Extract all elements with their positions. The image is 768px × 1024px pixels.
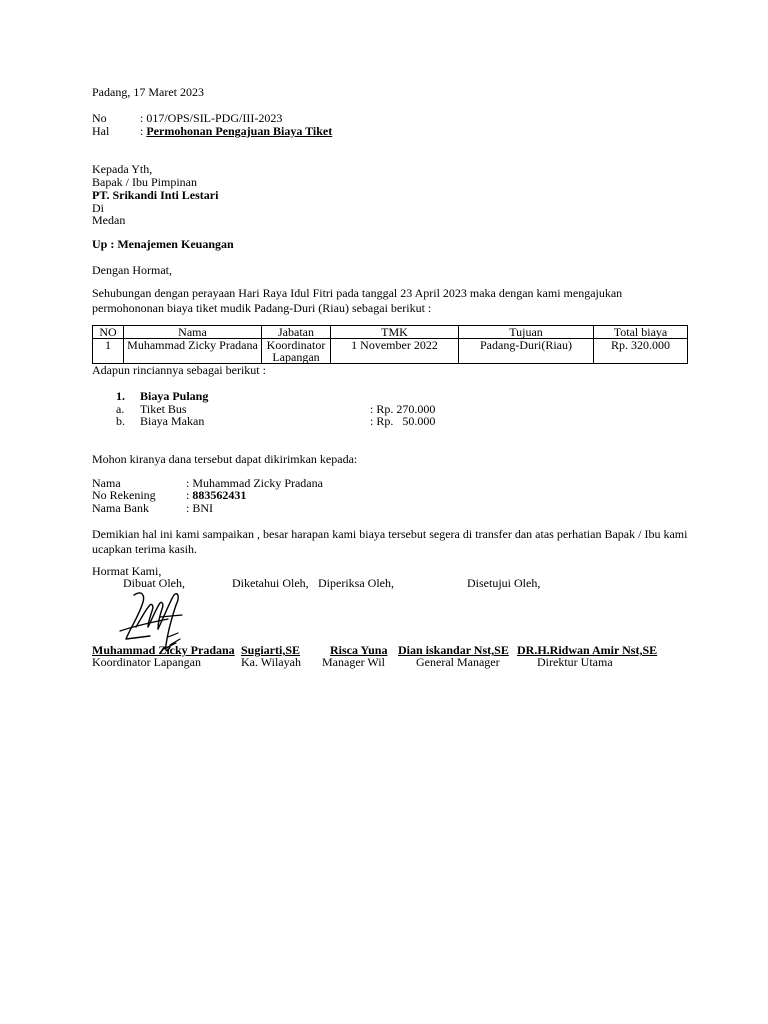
signatory-title: Manager Wil bbox=[322, 655, 385, 669]
role-checked-by: Diperiksa Oleh, bbox=[318, 576, 394, 590]
signatory-title: Koordinator Lapangan bbox=[92, 655, 201, 669]
account-number-line: : 883562431 bbox=[186, 488, 247, 502]
subject-separator: : bbox=[140, 124, 147, 138]
detail-item-value: : Rp. 50.000 bbox=[370, 414, 436, 428]
table-cell: Koordinator Lapangan bbox=[262, 339, 331, 364]
table-header: TMK bbox=[331, 326, 459, 339]
table-cell: Muhammad Zicky Pradana bbox=[124, 339, 262, 364]
detail-item-label: Biaya Makan bbox=[140, 414, 205, 428]
recipient-line-2: Bapak / Ibu Pimpinan bbox=[92, 175, 197, 189]
table-cell: 1 bbox=[93, 339, 124, 364]
table-cell: 1 November 2022 bbox=[331, 339, 459, 364]
transfer-label: No Rekening bbox=[92, 488, 156, 502]
role-approved-by: Disetujui Oleh, bbox=[467, 576, 541, 590]
table-header-row bbox=[93, 326, 688, 339]
detail-item-label: Tiket Bus bbox=[140, 402, 187, 416]
ticket-table bbox=[92, 325, 688, 364]
signatory-name: Sugiarti,SE bbox=[241, 643, 301, 657]
table-header: NO bbox=[93, 326, 124, 339]
signatory-name: Dian iskandar Nst,SE bbox=[398, 643, 509, 657]
account-number: 883562431 bbox=[192, 488, 247, 502]
recipient-line-1: Kepada Yth, bbox=[92, 162, 153, 176]
greeting: Dengan Hormat, bbox=[92, 263, 172, 277]
detail-section-title: Biaya Pulang bbox=[140, 389, 209, 403]
detail-item-letter: a. bbox=[116, 402, 125, 416]
closing-paragraph: Demikian hal ini kami sampaikan , besar harapan kami biaya tersebut segera di transfer dan atas perhatian Bapak / Ibu kami ucapkan terima kasih. bbox=[92, 527, 688, 556]
signatory-title: General Manager bbox=[416, 655, 500, 669]
table-header: Tujuan bbox=[459, 326, 594, 339]
place-date: Padang, 17 Maret 2023 bbox=[92, 85, 204, 99]
number-value: : 017/OPS/SIL-PDG/III-2023 bbox=[140, 111, 283, 125]
signatory-title: Direktur Utama bbox=[537, 655, 613, 669]
table-row bbox=[93, 339, 688, 364]
transfer-label: Nama Bank bbox=[92, 501, 149, 515]
role-made-by: Dibuat Oleh, bbox=[123, 576, 185, 590]
detail-intro: Adapun rinciannya sebagai berikut : bbox=[92, 363, 266, 377]
table-header: Total biaya bbox=[594, 326, 688, 339]
detail-item-letter: b. bbox=[116, 414, 125, 428]
table-header: Nama bbox=[124, 326, 262, 339]
recipient-line-4: Di bbox=[92, 201, 104, 215]
signatory-name: Muhammad Zicky Pradana bbox=[92, 643, 235, 657]
transfer-value: : Muhammad Zicky Pradana bbox=[186, 476, 323, 490]
signatory-name: DR.H.Ridwan Amir Nst,SE bbox=[517, 643, 658, 657]
subject-line bbox=[140, 125, 332, 138]
number-label: No bbox=[92, 111, 107, 125]
regards: Hormat Kami, bbox=[92, 564, 162, 578]
table-cell: Padang-Duri(Riau) bbox=[459, 339, 594, 364]
transfer-intro: Mohon kiranya dana tersebut dapat dikirimkan kepada: bbox=[92, 452, 358, 466]
signatory-title: Ka. Wilayah bbox=[241, 655, 301, 669]
attention-line: Up : Menajemen Keuangan bbox=[92, 237, 234, 251]
recipient-company: PT. Srikandi Inti Lestari bbox=[92, 188, 219, 202]
detail-section-number: 1. bbox=[116, 389, 125, 403]
subject-label: Hal bbox=[92, 124, 110, 138]
transfer-value: : BNI bbox=[186, 501, 213, 515]
intro-paragraph: Sehubungan dengan perayaan Hari Raya Idul Fitri pada tanggal 23 April 2023 maka dengan kami mengajukan permohononan biaya tiket mudik Padang-Duri (Riau) sebagai berikut : bbox=[92, 286, 623, 315]
role-acknowledged-by: Diketahui Oleh, bbox=[232, 576, 309, 590]
table-header: Jabatan bbox=[262, 326, 331, 339]
subject-value: Permohonan Pengajuan Biaya Tiket bbox=[146, 124, 333, 138]
detail-item-value: : Rp. 270.000 bbox=[370, 402, 436, 416]
transfer-label: Nama bbox=[92, 476, 121, 490]
table-cell: Rp. 320.000 bbox=[594, 339, 688, 364]
signatory-name: Risca Yuna bbox=[330, 643, 388, 657]
recipient-city: Medan bbox=[92, 213, 126, 227]
